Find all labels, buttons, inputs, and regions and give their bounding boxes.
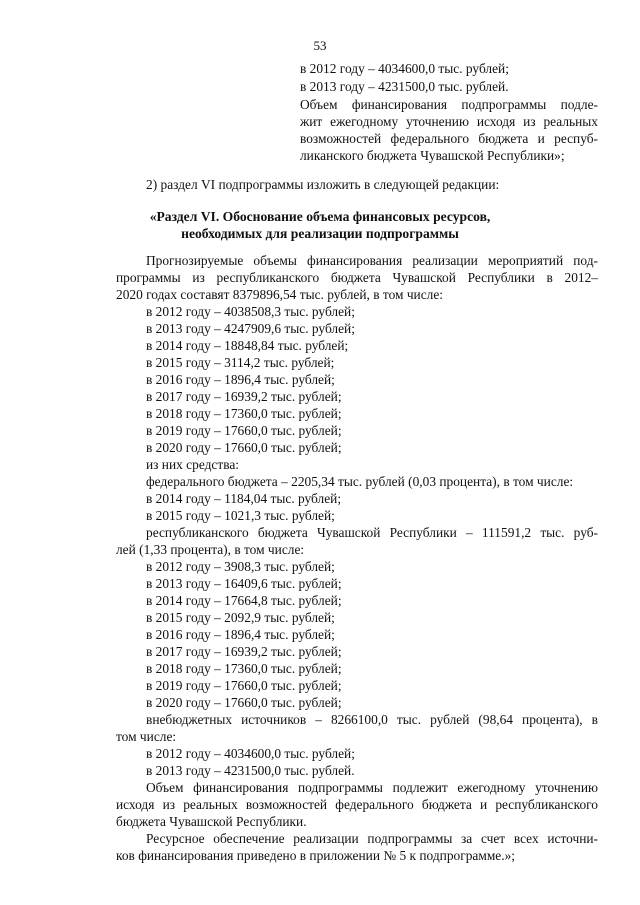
- total-year-item: в 2020 году – 17660,0 тыс. рублей;: [146, 440, 342, 455]
- extrabudget-year-item: в 2012 году – 4034600,0 тыс. рублей;: [146, 746, 355, 761]
- republican-year-item: в 2013 году – 16409,6 тыс. рублей;: [146, 576, 342, 591]
- total-year-item: в 2016 году – 1896,4 тыс. рублей;: [146, 372, 335, 387]
- total-year-item: в 2012 году – 4038508,3 тыс. рублей;: [146, 304, 355, 319]
- instruction-text: 2) раздел VI подпрограммы изложить в следующей редакции:: [146, 177, 500, 192]
- extrabudget-line: внебюджетных источников – 8266100,0 тыс. рублей (98,64 процента), в: [146, 712, 598, 727]
- republican-budget-line: республиканского бюджета Чувашской Республики – 111591,2 тыс. руб-: [146, 525, 598, 540]
- total-year-item: в 2017 году – 16939,2 тыс. рублей;: [146, 389, 342, 404]
- extrabudget-year-item: в 2013 году – 4231500,0 тыс. рублей.: [146, 763, 355, 778]
- federal-budget-line: федерального бюджета – 2205,34 тыс. рублей (0,03 процента), в том числе:: [146, 474, 574, 489]
- republican-year-item: в 2020 году – 17660,0 тыс. рублей;: [146, 695, 342, 710]
- total-year-item: в 2013 году – 4247909,6 тыс. рублей;: [146, 321, 355, 336]
- federal-year-item: в 2014 году – 1184,04 тыс. рублей;: [146, 491, 342, 506]
- republican-year-item: в 2017 году – 16939,2 тыс. рублей;: [146, 644, 342, 659]
- total-year-item: в 2014 году – 18848,84 тыс. рублей;: [146, 338, 349, 353]
- federal-year-item: в 2015 году – 1021,3 тыс. рублей;: [146, 508, 335, 523]
- total-year-item: в 2015 году – 3114,2 тыс. рублей;: [146, 355, 335, 370]
- republican-year-item: в 2018 году – 17360,0 тыс. рублей;: [146, 661, 342, 676]
- republican-year-item: в 2015 году – 2092,9 тыс. рублей;: [146, 610, 335, 625]
- closing-note-line: исходя из реальных возможностей федерального бюджета и республиканского: [116, 797, 598, 812]
- top-note-line: жит ежегодному уточнению исходя из реальных: [300, 114, 598, 129]
- intro-line: Прогнозируемые объемы финансирования реализации мероприятий под-: [146, 253, 598, 268]
- sources-label: из них средства:: [146, 457, 240, 472]
- extrabudget-line: том числе:: [116, 729, 177, 744]
- top-year-line: в 2012 году – 4034600,0 тыс. рублей;: [300, 61, 509, 76]
- section-heading-line2: необходимых для реализации подпрограммы: [181, 226, 459, 241]
- top-note-line: Объем финансирования подпрограммы подле-: [300, 97, 598, 112]
- top-note-line: ликанского бюджета Чувашской Республики»;: [300, 148, 565, 163]
- resource-note-line: Ресурсное обеспечение реализации подпрограммы за счет всех источни-: [146, 831, 598, 846]
- republican-year-item: в 2016 году – 1896,4 тыс. рублей;: [146, 627, 335, 642]
- section-heading-line1: «Раздел VI. Обоснование объема финансовых ресурсов,: [149, 209, 491, 224]
- total-year-item: в 2018 году – 17360,0 тыс. рублей;: [146, 406, 342, 421]
- republican-year-item: в 2014 году – 17664,8 тыс. рублей;: [146, 593, 342, 608]
- closing-note-line: Объем финансирования подпрограммы подлежит ежегодному уточнению: [146, 780, 598, 795]
- total-year-item: в 2019 году – 17660,0 тыс. рублей;: [146, 423, 342, 438]
- republican-year-item: в 2012 году – 3908,3 тыс. рублей;: [146, 559, 335, 574]
- top-year-line: в 2013 году – 4231500,0 тыс. рублей.: [300, 79, 509, 94]
- page-number: 53: [313, 38, 327, 53]
- republican-budget-line: лей (1,33 процента), в том числе:: [116, 542, 305, 557]
- resource-note-line: ков финансирования приведено в приложении № 5 к подпрограмме.»;: [116, 848, 515, 863]
- intro-line: 2020 годах составят 8379896,54 тыс. рублей, в том числе:: [116, 287, 444, 302]
- republican-year-item: в 2019 году – 17660,0 тыс. рублей;: [146, 678, 342, 693]
- intro-line: программы из республиканского бюджета Чувашской Республики в 2012–: [116, 270, 598, 285]
- top-note-line: возможностей федерального бюджета и респуб-: [300, 131, 598, 146]
- closing-note-line: бюджета Чувашской Республики.: [116, 814, 307, 829]
